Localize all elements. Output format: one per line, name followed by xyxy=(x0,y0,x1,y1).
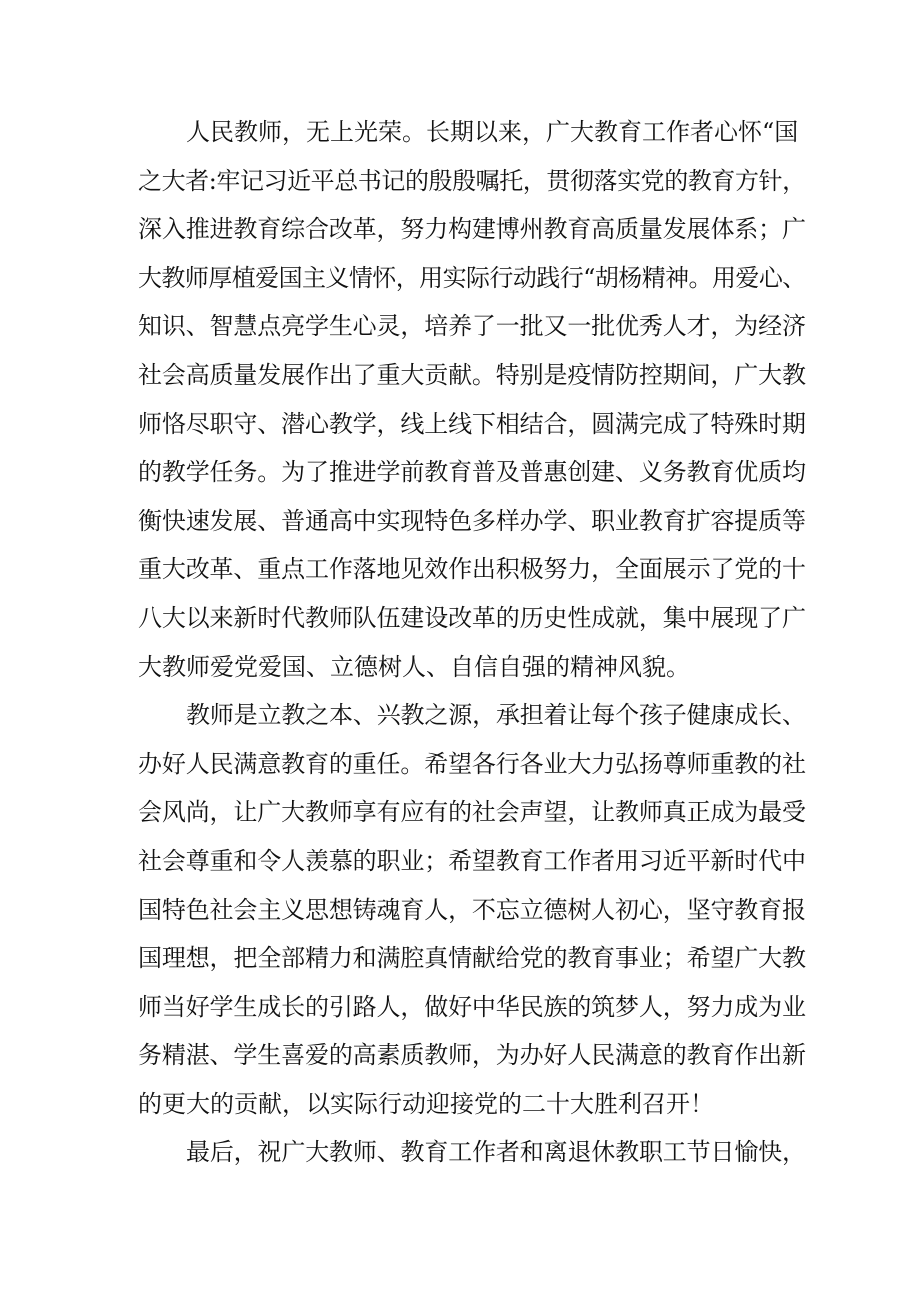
paragraph-line: 知识、智慧点亮学生心灵，培养了一批又一批优秀人才，为经济 xyxy=(138,312,806,341)
paragraph-line: 国特色社会主义思想铸魂育人，不忘立德树人初心，坚守教育报 xyxy=(138,895,806,924)
paragraph-line: 师恪尽职守、潜心教学，线上线下相结合，圆满完成了特殊时期 xyxy=(138,409,806,438)
document-body xyxy=(138,108,806,1177)
paragraph-line: 会风尚，让广大教师享有应有的社会声望，让教师真正成为最受 xyxy=(138,798,806,827)
paragraph-line: 重大改革、重点工作落地见效作出积极努力，全面展示了党的十 xyxy=(138,555,806,584)
paragraph-line: 办好人民满意教育的重任。希望各行各业大力弘扬尊师重教的社 xyxy=(138,749,806,778)
paragraph-line: 的教学任务。为了推进学前教育普及普惠创建、义务教育优质均 xyxy=(138,458,806,487)
paragraph-line: 最后，祝广大教师、教育工作者和离退休教职工节日愉快， xyxy=(186,1138,806,1167)
paragraph-line: 教师是立教之本、兴教之源，承担着让每个孩子健康成长、 xyxy=(186,701,806,730)
paragraph-line: 大教师爱党爱国、立德树人、自信自强的精神风貌。 xyxy=(138,652,690,681)
paragraph-line: 八大以来新时代教师队伍建设改革的历史性成就，集中展现了广 xyxy=(138,603,806,632)
paragraph-line: 深入推进教育综合改革，努力构建博州教育高质量发展体系；广 xyxy=(138,215,806,244)
paragraph-line: 的更大的贡献，以实际行动迎接党的二十大胜利召开！ xyxy=(138,1089,714,1118)
paragraph-line: 国理想，把全部精力和满腔真情献给党的教育事业；希望广大教 xyxy=(138,944,806,973)
paragraph-line: 衡快速发展、普通高中实现特色多样办学、职业教育扩容提质等 xyxy=(138,506,806,535)
paragraph-line: 社会尊重和令人羡慕的职业；希望教育工作者用习近平新时代中 xyxy=(138,846,806,875)
paragraph-1 xyxy=(138,108,806,691)
paragraph-line: 务精湛、学生喜爱的高素质教师，为办好人民满意的教育作出新 xyxy=(138,1041,806,1070)
paragraph-line: 之大者:牢记习近平总书记的殷殷嘱托，贯彻落实党的教育方针， xyxy=(138,166,806,195)
paragraph-line: 人民教师，无上光荣。长期以来，广大教育工作者心怀“国 xyxy=(186,118,799,146)
paragraph-line: 社会高质量发展作出了重大贡献。特别是疫情防控期间，广大教 xyxy=(138,360,806,389)
paragraph-line: 师当好学生成长的引路人，做好中华民族的筑梦人，努力成为业 xyxy=(138,992,806,1021)
paragraph-3 xyxy=(138,1128,806,1177)
paragraph-2 xyxy=(138,691,806,1128)
paragraph-line: 大教师厚植爱国主义情怀，用实际行动践行“胡杨精神。用爱心、 xyxy=(138,263,806,292)
